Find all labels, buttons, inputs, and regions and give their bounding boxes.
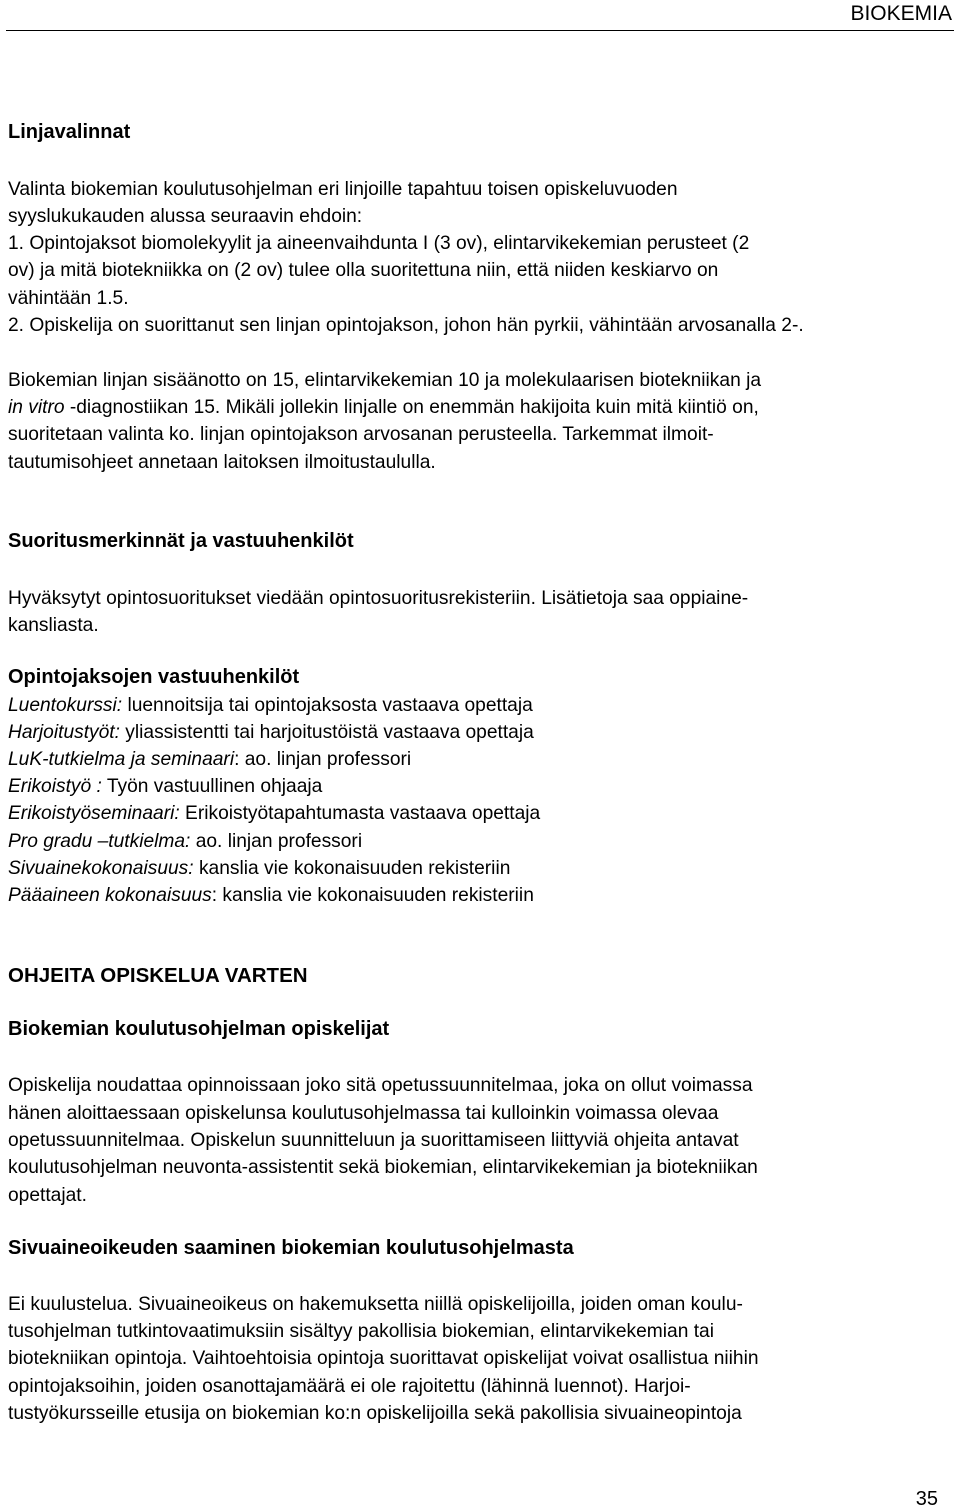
responsibility-item bbox=[8, 828, 362, 855]
item-desc: kanslia vie kokonaisuuden rekisteriin bbox=[193, 858, 511, 879]
heading-suoritusmerkinnat: Suoritusmerkinnät ja vastuuhenkilöt bbox=[8, 530, 354, 552]
text-line: koulutusohjelman neuvonta-assistentit sekä biokemian, elintarvikekemian ja biotekniikan bbox=[8, 1157, 758, 1178]
item-term: Sivuainekokonaisuus: bbox=[8, 858, 194, 879]
text-line: Ei kuulustelua. Sivuaineoikeus on hakemuksetta niillä opiskelijoilla, joiden oman koulu- bbox=[8, 1294, 743, 1315]
item-term: LuK-tutkielma ja seminaari bbox=[8, 749, 235, 770]
text-line: suoritetaan valinta ko. linjan opintojakson arvosanan perusteella. Tarkemmat ilmoit- bbox=[8, 424, 714, 445]
item-desc: yliassistentti tai harjoitustöistä vastaava opettaja bbox=[119, 722, 534, 743]
text-line: tautumisohjeet annetaan laitoksen ilmoitustaululla. bbox=[8, 452, 436, 473]
item-desc: : kanslia vie kokonaisuuden rekisteriin bbox=[211, 885, 534, 906]
item-desc: Työn vastuullinen ohjaaja bbox=[101, 776, 323, 797]
text-line: 2. Opiskelija on suorittanut sen linjan opintojakson, johon hän pyrkii, vähintään arvosanalla 2-. bbox=[8, 315, 804, 336]
item-desc: luennoitsija tai opintojaksosta vastaava opettaja bbox=[122, 695, 533, 716]
responsibility-item bbox=[8, 692, 533, 719]
text-line: ov) ja mitä biotekniikka on (2 ov) tulee olla suoritettuna niin, että niiden keskiarvo on bbox=[8, 260, 719, 281]
responsibility-item bbox=[8, 773, 322, 800]
text-line: opettajat. bbox=[8, 1185, 87, 1206]
responsibility-item bbox=[8, 746, 411, 773]
heading-vastuuhenkilot: Opintojaksojen vastuuhenkilöt bbox=[8, 666, 300, 688]
responsibility-item bbox=[8, 800, 540, 827]
item-desc: Erikoistyötapahtumasta vastaava opettaja bbox=[179, 803, 541, 824]
text-line: 1. Opintojaksot biomolekyylit ja aineenvaihdunta I (3 ov), elintarvikekemian perusteet (2 bbox=[8, 233, 750, 254]
heading-opiskelijat: Biokemian koulutusohjelman opiskelijat bbox=[8, 1018, 390, 1040]
item-term: Pro gradu –tutkielma: bbox=[8, 831, 191, 852]
text-line: hänen aloittaessaan opiskelunsa koulutusohjelmassa tai kulloinkin voimassa olevaa bbox=[8, 1103, 719, 1124]
responsibility-item bbox=[8, 882, 534, 909]
item-term: Erikoistyöseminaari: bbox=[8, 803, 180, 824]
heading-linjavalinnat: Linjavalinnat bbox=[8, 121, 131, 143]
item-desc: ao. linjan professori bbox=[190, 831, 363, 852]
text-line: tusohjelman tutkintovaatimuksiin sisältyy pakollisia biokemian, elintarvikekemian tai bbox=[8, 1321, 714, 1342]
text-line: opetussuunnitelmaa. Opiskelun suunnitteluun ja suorittamiseen liittyviä ohjeita antavat bbox=[8, 1130, 739, 1151]
text-line: syyslukukauden alussa seuraavin ehdoin: bbox=[8, 206, 363, 227]
responsibility-item bbox=[8, 719, 534, 746]
header-rule bbox=[6, 30, 954, 31]
italic-term: in vitro bbox=[8, 397, 65, 418]
item-term: Erikoistyö : bbox=[8, 776, 102, 797]
text-line: Biokemian linjan sisäänotto on 15, elintarvikekemian 10 ja molekulaarisen biotekniikan ja bbox=[8, 370, 762, 391]
text-line: biotekniikan opintoja. Vaihtoehtoisia opintoja suorittavat opiskelijat voivat osallistua niihin bbox=[8, 1348, 759, 1369]
heading-ohjeita: OHJEITA OPISKELUA VARTEN bbox=[8, 964, 308, 987]
text-line: kansliasta. bbox=[8, 615, 99, 636]
text-line: opintojaksoihin, joiden osanottajamäärä ei ole rajoitettu (lähinnä luennot). Harjoi- bbox=[8, 1376, 691, 1397]
text-line: Opiskelija noudattaa opinnoissaan joko sitä opetussuunnitelmaa, joka on ollut voimassa bbox=[8, 1075, 753, 1096]
item-term: Luentokurssi: bbox=[8, 695, 123, 716]
text-line bbox=[8, 394, 759, 421]
heading-sivuaineoikeus: Sivuaineoikeuden saaminen biokemian koulutusohjelmasta bbox=[8, 1237, 574, 1259]
text-run: -diagnostiikan 15. Mikäli jollekin linjalle on enemmän hakijoita kuin mitä kiintiö on, bbox=[64, 397, 759, 418]
text-line: vähintään 1.5. bbox=[8, 288, 129, 309]
header-title: BIOKEMIA bbox=[850, 2, 952, 25]
text-line: tustyökursseille etusija on biokemian ko:n opiskelijoilla sekä pakollisia sivuaineopintoja bbox=[8, 1403, 742, 1424]
text-line: Hyväksytyt opintosuoritukset viedään opintosuoritusrekisteriin. Lisätietoja saa oppiaine- bbox=[8, 588, 749, 609]
responsibility-item bbox=[8, 855, 510, 882]
item-term: Pääaineen kokonaisuus bbox=[8, 885, 212, 906]
item-term: Harjoitustyöt: bbox=[8, 722, 120, 743]
item-desc: : ao. linjan professori bbox=[234, 749, 412, 770]
page-number: 35 bbox=[915, 1488, 938, 1510]
text-line: Valinta biokemian koulutusohjelman eri linjoille tapahtuu toisen opiskeluvuoden bbox=[8, 179, 678, 200]
